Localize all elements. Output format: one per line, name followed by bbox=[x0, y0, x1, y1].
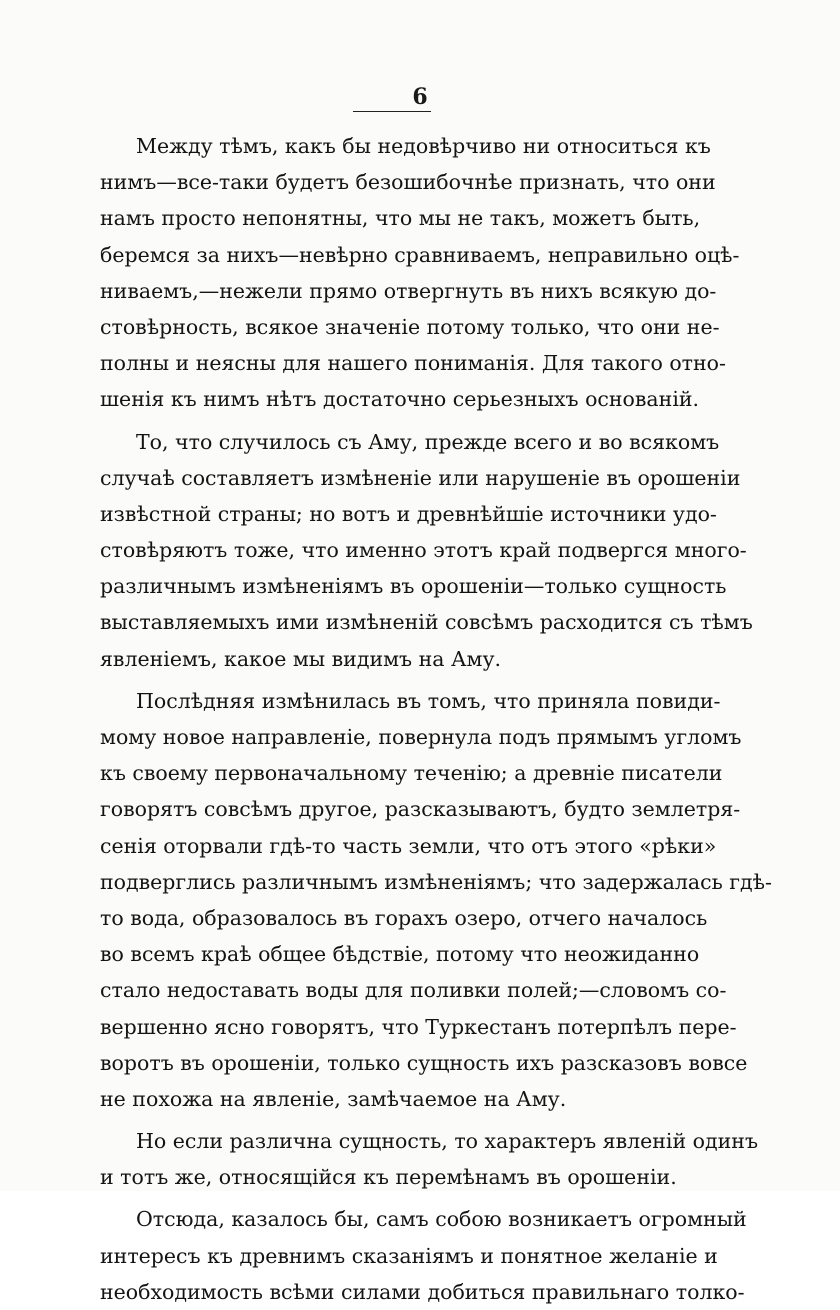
page-number: 6 bbox=[412, 84, 428, 110]
text-line: полны и неясны для нашего пониманія. Для такого отно- bbox=[100, 351, 726, 376]
text-line: Между тѣмъ, какъ бы недовѣрчиво ни относиться къ bbox=[136, 134, 711, 158]
body-text bbox=[100, 128, 772, 1310]
text-line: вершенно ясно говорятъ, что Туркестанъ потерпѣлъ пере- bbox=[100, 1014, 737, 1039]
text-line: Но если различна сущность, то характеръ явленій одинъ bbox=[136, 1129, 758, 1154]
text-line: стовѣрность, всякое значеніе потому только, что они не- bbox=[100, 314, 720, 339]
text-line: То, что случилось съ Аму, прежде всего и во всякомъ bbox=[136, 429, 720, 454]
text-line: необходимость всѣми силами добиться правильнаго толко- bbox=[100, 1279, 745, 1304]
text-line: Отсюда, казалось бы, самъ собою возникаетъ огромный bbox=[136, 1207, 747, 1232]
paragraph-1 bbox=[100, 128, 740, 418]
text-line: стало недоставать воды для поливки полей;—словомъ со- bbox=[100, 978, 727, 1003]
text-line: различнымъ измѣненіямъ въ орошеніи—только сущность bbox=[100, 574, 727, 599]
text-line: ниваемъ,—нежели прямо отвергнуть въ нихъ всякую до- bbox=[100, 278, 717, 303]
header-rule bbox=[353, 111, 431, 112]
text-line: интересъ къ древнимъ сказаніямъ и понятное желаніе и bbox=[100, 1243, 718, 1268]
text-line: шенія къ нимъ нѣтъ достаточно серьезныхъ основаній. bbox=[100, 387, 700, 412]
text-line: случаѣ составляетъ измѣненіе или нарушеніе въ орошеніи bbox=[100, 465, 741, 490]
text-line: къ своему первоначальному теченію; а древніе писатели bbox=[100, 761, 723, 786]
text-line: намъ просто непонятны, что мы не такъ, можетъ быть, bbox=[100, 206, 701, 231]
text-line: явленіемъ, какое мы видимъ на Аму. bbox=[100, 646, 502, 671]
text-line: подверглись различнымъ измѣненіямъ; что задержалась гдѣ- bbox=[100, 869, 772, 894]
text-line: выставляемыхъ ими измѣненій совсѣмъ расходится съ тѣмъ bbox=[100, 610, 753, 635]
text-line: нимъ—все-таки будетъ безошибочнѣе признать, что они bbox=[100, 170, 716, 195]
text-line: извѣстной страны; но вотъ и древнѣйшіе источники удо- bbox=[100, 501, 717, 526]
text-line: сенія оторвали гдѣ-то часть земли, что отъ этого «рѣки» bbox=[100, 833, 717, 858]
text-line: во всемъ краѣ общее бѣдствіе, потому что неожиданно bbox=[100, 942, 700, 967]
text-line: воротъ въ орошеніи, только сущность ихъ разсказовъ вовсе bbox=[100, 1050, 748, 1075]
text-line: Послѣдняя измѣнилась въ томъ, что приняла повиди- bbox=[136, 688, 721, 713]
text-line: мому новое направленіе, повернула подъ прямымъ угломъ bbox=[100, 725, 742, 749]
paragraph-2 bbox=[100, 424, 753, 677]
text-line: стовѣряютъ тоже, что именно этотъ край подвергся много- bbox=[100, 538, 747, 563]
paragraph-3 bbox=[100, 683, 772, 1117]
text-line: говорятъ совсѣмъ другое, разсказываютъ, будто землетря- bbox=[100, 797, 741, 822]
paragraph-4 bbox=[100, 1123, 758, 1195]
paragraph-5 bbox=[100, 1201, 747, 1310]
text-line: беремся за нихъ—невѣрно сравниваемъ, неправильно оцѣ- bbox=[100, 242, 740, 267]
text-line: и тотъ же, относящійся къ перемѣнамъ въ орошеніи. bbox=[100, 1165, 677, 1190]
text-line: не похожа на явленіе, замѣчаемое на Аму. bbox=[100, 1086, 567, 1111]
text-line: то вода, образовалось въ горахъ озеро, отчего началось bbox=[100, 905, 708, 930]
